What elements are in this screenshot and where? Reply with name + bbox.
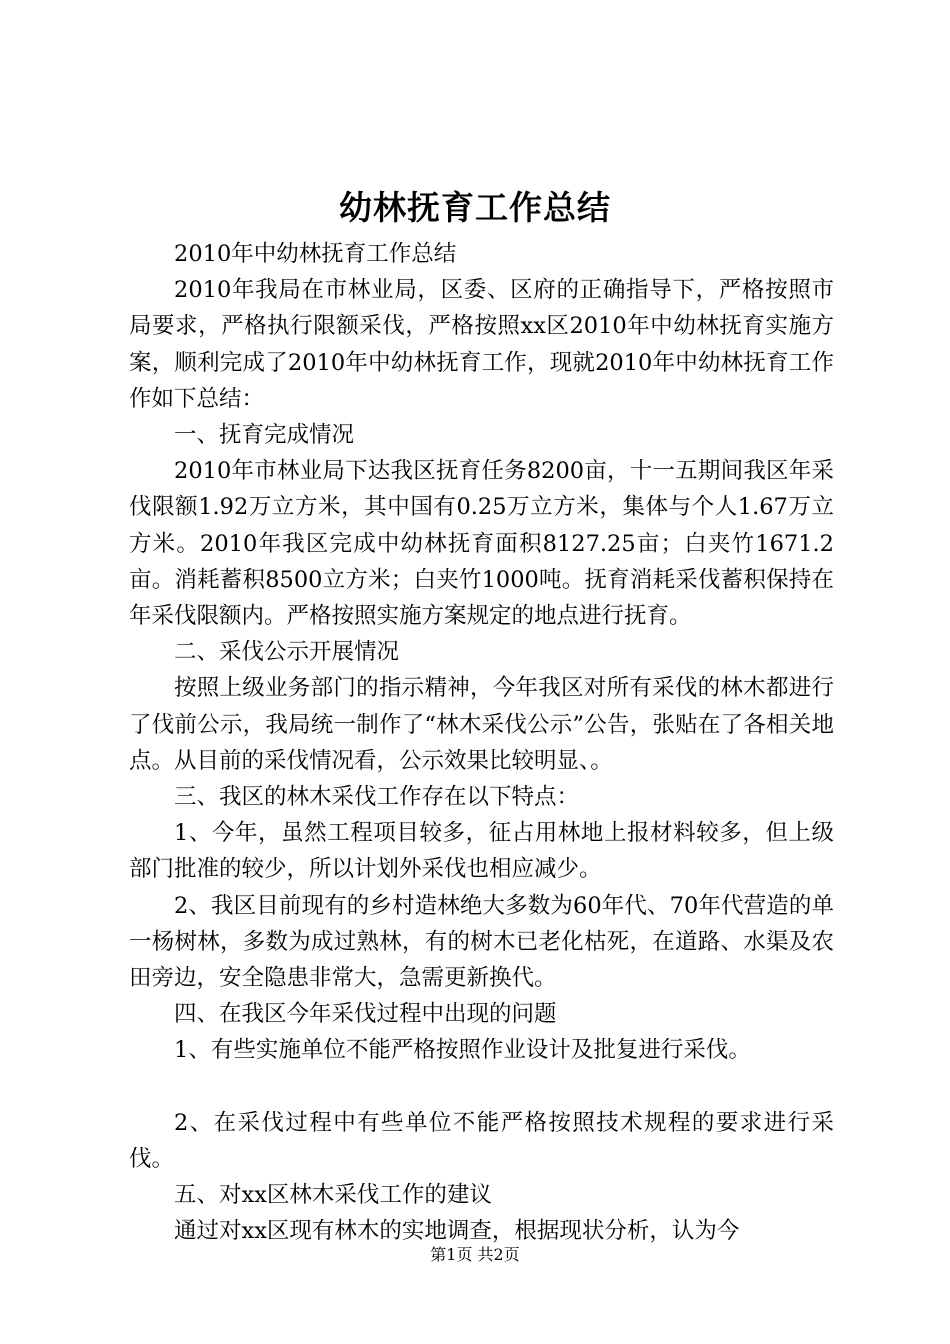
paragraph-problem-2: 2、在采伐过程中有些单位不能严格按照技术规程的要求进行采伐。 (129, 1109, 834, 1172)
section-heading-4: 四、在我区今年采伐过程中出现的问题 (174, 1001, 557, 1028)
paragraph-problem-1: 1、有些实施单位不能严格按照作业设计及批复进行采伐。 (174, 1037, 751, 1064)
paragraph-publicity: 按照上级业务部门的指示精神，今年我区对所有采伐的林木都进行了伐前公示，我局统一制作了“林木采伐公示”公告，张贴在了各相关地点。从目前的采伐情况看，公示效果比较明显、。 (129, 675, 834, 774)
page-footer: 第1页 共2页 (430, 1245, 520, 1264)
paragraph-feature-2: 2、我区目前现有的乡村造林绝大多数为60年代、70年代营造的单一杨树林，多数为成过熟林，有的树木已老化枯死，在道路、水渠及农田旁边，安全隐患非常大，急需更新换代。 (129, 892, 834, 992)
section-heading-1: 一、抚育完成情况 (174, 422, 355, 449)
paragraph-subtitle: 2010年中幼林抚育工作总结 (174, 241, 457, 267)
paragraph-completion: 2010年市林业局下达我区抚育任务8200亩，十一五期间我区年采伐限额1.92万立方米，其中国有0.25万立方米，集体与个人1.67万立方米。2010年我区完成中幼林抚育面积8127.25亩；白夹竹1671.2亩。消耗蓄积8500立方米；白夹竹1000吨。抚育消耗采伐蓄积保持在年采伐限额内。严格按照实施方案规定的地点进行抚育。 (129, 458, 834, 630)
document-body (129, 236, 834, 1249)
section-heading-2: 二、采伐公示开展情况 (174, 639, 400, 666)
paragraph-feature-1: 1、今年，虽然工程项目较多，征占用林地上报材料较多，但上级部门批准的较少，所以计划外采伐也相应减少。 (129, 820, 834, 883)
paragraph-intro: 2010年我局在市林业局，区委、区府的正确指导下，严格按照市局要求，严格执行限额采伐，严格按照xx区2010年中幼林抚育实施方案，顺利完成了2010年中幼林抚育工作，现就2010年中幼林抚育工作作如下总结： (129, 277, 834, 412)
section-heading-5: 五、对xx区林木采伐工作的建议 (174, 1182, 492, 1209)
section-heading-3: 三、我区的林木采伐工作存在以下特点： (174, 784, 580, 811)
paragraph-suggestion: 通过对xx区现有林木的实地调查，根据现状分析，认为今 (174, 1218, 740, 1245)
document-title: 幼林抚育工作总结 (339, 188, 611, 227)
